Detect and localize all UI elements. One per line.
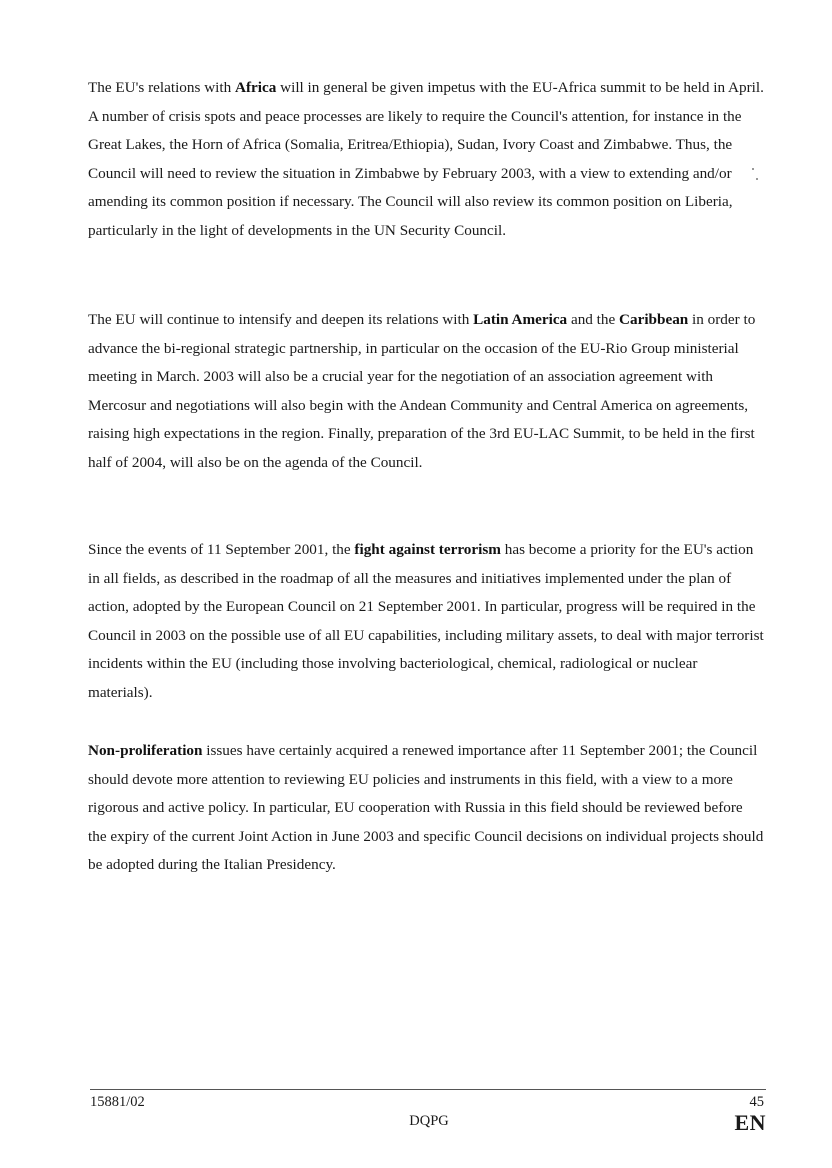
scan-speck: [756, 178, 758, 180]
language-code: EN: [734, 1110, 766, 1135]
document-reference: 15881/02: [90, 1094, 145, 1110]
scan-speck: [752, 168, 754, 170]
paragraph-latin-america-text-2: and the: [567, 311, 620, 328]
keyword-latin-america: Latin America: [473, 311, 568, 328]
keyword-africa: Africa: [235, 79, 277, 96]
page-number: 45: [749, 1094, 764, 1110]
paragraph-non-proliferation: [88, 737, 764, 880]
paragraph-latin-america-text-3: in order to advance the bi-regional strategic partnership, in particular on the occasion of the EU-Rio Group ministerial meeting in March. 2003 will also be a crucial year for the negotiation of an association agreement with Mercosur and negotiations will also begin with the Andean Community and Central America on agreements, raising high expectations in the region. Finally, preparation of the 3rd EU-LAC Summit, to be held in the first half of 2004, will also be on the agenda of the Council.: [88, 311, 756, 471]
paragraph-africa-text-1: The EU's relations with: [88, 79, 235, 96]
paragraph-africa-text-2: will in general be given impetus with the EU-Africa summit to be held in April. A number of crisis spots and peace processes are likely to require the Council's attention, for instance in the Great Lakes, the Horn of Africa (Somalia, Eritrea/Ethiopia), Sudan, Ivory Coast and Zimbabwe. Thus, the Council will need to review the situation in Zimbabwe by February 2003, with a view to extending and/or amending its common position if necessary. The Council will also review its common position on Liberia, particularly in the light of developments in the UN Security Council.: [88, 79, 764, 239]
keyword-non-proliferation: Non-proliferation: [88, 742, 203, 759]
paragraph-latin-america-text-1: The EU will continue to intensify and deepen its relations with: [88, 311, 474, 328]
keyword-fight-against-terrorism: fight against terrorism: [354, 541, 501, 558]
paragraph-latin-america: [88, 306, 764, 478]
paragraph-terrorism: [88, 536, 764, 708]
paragraph-terrorism-text-2: has become a priority for the EU's action in all fields, as described in the roadmap of all the measures and initiatives implemented under the plan of action, adopted by the European Council on 21 September 2001. In particular, progress will be required in the Council in 2003 on the possible use of all EU capabilities, including military assets, to deal with major terrorist incidents within the EU (including those involving bacteriological, chemical, radiological or nuclear materials).: [88, 541, 764, 701]
footer-divider: [90, 1089, 766, 1090]
paragraph-africa: [88, 74, 764, 246]
unit-code: DQPG: [409, 1113, 449, 1129]
keyword-caribbean: Caribbean: [619, 311, 689, 328]
paragraph-non-proliferation-text-1: issues have certainly acquired a renewed importance after 11 September 2001; the Council should devote more attention to reviewing EU policies and instruments in this field, with a view to a more rigorous and active policy. In particular, EU cooperation with Russia in this field should be reviewed before the expiry of the current Joint Action in June 2003 and specific Council decisions on individual projects should be adopted during the Italian Presidency.: [88, 742, 764, 874]
paragraph-terrorism-text-1: Since the events of 11 September 2001, the: [88, 541, 355, 558]
